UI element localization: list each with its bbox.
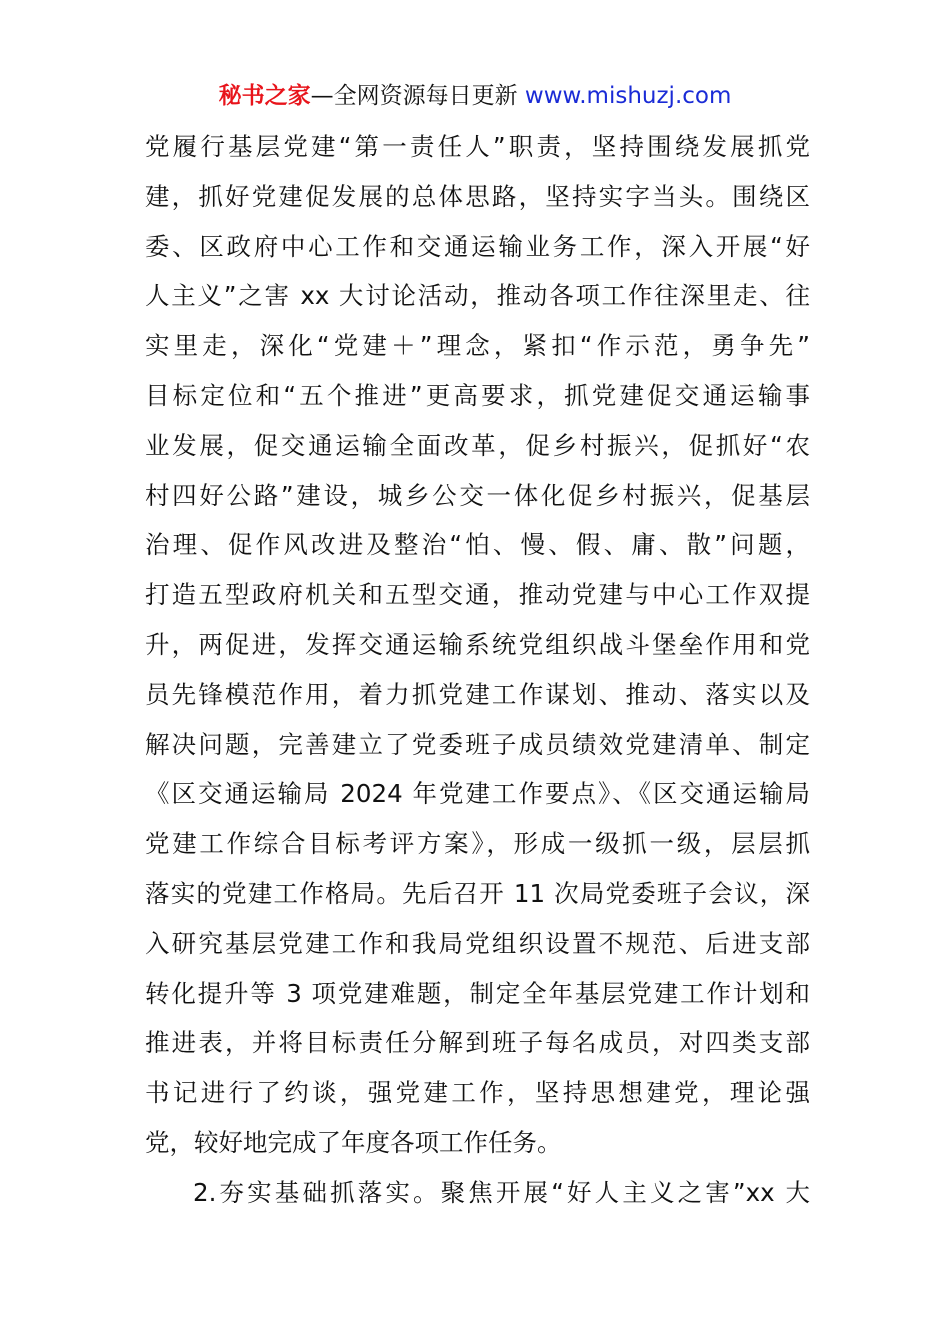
text-line: 书记进行了约谈，强党建工作，坚持思想建党，理论强: [145, 1078, 810, 1108]
site-url[interactable]: www.mishuzj.com: [524, 83, 732, 109]
text-line: 委、区政府中心工作和交通运输业务工作，深入开展“好: [145, 231, 810, 261]
paragraph-start-line: 2.夯实基础抓落实。聚焦开展“好人主义之害”xx 大: [193, 1177, 810, 1207]
text-line: 推进表，并将目标责任分解到班子每名成员，对四类支部: [145, 1028, 810, 1058]
text-line: 打造五型政府机关和五型交通，推动党建与中心工作双提: [145, 580, 810, 610]
text-line: 治理、促作风改进及整治“怕、慢、假、庸、散”问题，: [145, 530, 810, 560]
text-line: 建，抓好党建促发展的总体思路，坚持实字当头。围绕区: [145, 181, 810, 211]
page-header: [0, 78, 950, 114]
text-line: 实里走，深化“党建＋”理念，紧扣“作示范，勇争先”: [145, 331, 810, 361]
text-line: 党建工作综合目标考评方案》，形成一级抓一级，层层抓: [145, 829, 810, 859]
text-line: 入研究基层党建工作和我局党组织设置不规范、后进支部: [145, 928, 810, 958]
brand-name: 秘书之家: [218, 83, 311, 109]
text-line: 《区交通运输局 2024 年党建工作要点》、《区交通运输局: [145, 779, 810, 809]
text-line: 解决问题，完善建立了党委班子成员绩效党建清单、制定: [145, 729, 810, 759]
text-line: 人主义”之害 xx 大讨论活动，推动各项工作往深里走、往: [145, 281, 810, 311]
text-line: 目标定位和“五个推进”更高要求，抓党建促交通运输事: [145, 380, 810, 410]
text-line: 转化提升等 3 项党建难题，制定全年基层党建工作计划和: [145, 978, 810, 1008]
header-tagline: —全网资源每日更新: [310, 83, 518, 109]
text-line: 业发展，促交通运输全面改革，促乡村振兴，促抓好“农: [145, 430, 810, 460]
text-line: 党，较好地完成了年度各项工作任务。: [145, 1127, 562, 1157]
document-body: [145, 122, 810, 1218]
text-line: 员先锋模范作用，着力抓党建工作谋划、推动、落实以及: [145, 679, 810, 709]
text-line: 党履行基层党建“第一责任人”职责，坚持围绕发展抓党: [145, 132, 810, 161]
text-line: 落实的党建工作格局。先后召开 11 次局党委班子会议，深: [145, 878, 810, 908]
text-line: 升，两促进，发挥交通运输系统党组织战斗堡垒作用和党: [145, 629, 810, 659]
text-line: 村四好公路”建设，城乡公交一体化促乡村振兴，促基层: [145, 480, 810, 510]
